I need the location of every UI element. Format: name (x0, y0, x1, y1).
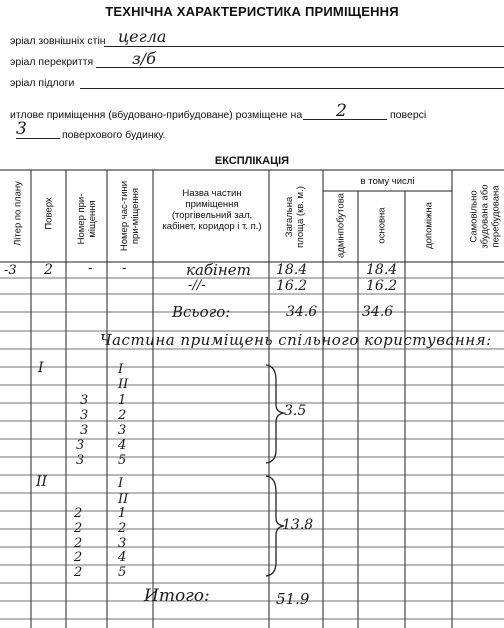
header-total-area: Загальна площа (кв. м.) (284, 186, 306, 248)
group1-letter: І (38, 360, 44, 376)
walls-label: эріал зовнішніх стін (10, 35, 106, 47)
grand-total-label: Итого: (144, 586, 210, 606)
location-text-3: поверхового будинку. (62, 129, 166, 141)
header-part-name: Назва частин приміщення (торгівельний зал, кабінет, коридор і т. п.) (162, 188, 262, 232)
group2-part-5: 3 (118, 536, 127, 551)
walls-value: цегла (118, 27, 167, 46)
group1-part-4: 2 (118, 408, 127, 423)
header-self-built: Самовільно збудована або перебудована (468, 184, 502, 249)
header-incl: в тому числі (360, 176, 415, 187)
group1-part-7: 5 (118, 453, 127, 468)
ceiling-value: з/б (132, 49, 156, 68)
subtotal-label: Всього: (172, 303, 231, 321)
group1-part-3: 1 (118, 393, 127, 408)
row1-part: - (122, 261, 127, 276)
header-room-number: Номер при-міщення (76, 193, 98, 245)
group1-part-1: І (118, 362, 124, 377)
location-text-2: поверсі (390, 109, 427, 121)
group1-part-2: ІІ (118, 377, 129, 392)
row2-area: 16.2 (276, 278, 308, 294)
subtotal-main: 34.6 (362, 304, 394, 320)
header-aux: допоміжна (423, 202, 435, 249)
group1-room-1: 3 (80, 393, 89, 408)
group1-part-6: 4 (118, 438, 127, 453)
header-letter: Літер по плану (12, 181, 24, 246)
grand-total-value: 51.9 (276, 590, 310, 608)
group2-part-3: 1 (118, 506, 127, 521)
header-floor: Поверх (43, 197, 55, 230)
row1-floor: 2 (44, 262, 53, 278)
header-admin: адмінпобутова (335, 193, 347, 258)
storeys-value: 3 (16, 119, 27, 139)
row1-letter: -3 (4, 263, 17, 278)
group1-room-4: 3 (76, 438, 85, 453)
group2-part-2: ІІ (118, 492, 129, 507)
group1-room-2: 3 (80, 408, 89, 423)
row1-room: - (88, 261, 93, 276)
group1-room-5: 3 (76, 453, 85, 468)
group2-letter: ІІ (36, 474, 48, 490)
group2-part-4: 2 (118, 521, 127, 536)
floor-label: эріал підлоги (10, 77, 75, 89)
group2-area: 13.8 (282, 517, 314, 533)
subtotal-area: 34.6 (286, 304, 318, 320)
explication-title: ЕКСПЛІКАЦІЯ (214, 155, 290, 167)
row1-name: кабінет (186, 261, 251, 279)
row1-main: 18.4 (366, 262, 398, 278)
group2-room-5: 2 (74, 565, 83, 580)
group1-room-3: 3 (80, 423, 89, 438)
group2-room-4: 2 (74, 550, 83, 565)
location-text-1: итлове приміщення (вбудовано-прибудоване) розміщене на (10, 109, 303, 121)
group1-area: 3.5 (284, 403, 307, 419)
group2-room-3: 2 (74, 536, 83, 551)
group2-part-7: 5 (118, 565, 127, 580)
header-main: основна (376, 207, 388, 244)
row1-area: 18.4 (276, 262, 308, 278)
group1-part-5: 3 (118, 423, 127, 438)
floor-number-value: 2 (336, 101, 347, 121)
header-part-number: Номер час-тини при-міщення (119, 180, 141, 252)
ceiling-label: эріал перекриття (10, 56, 94, 68)
row2-main: 16.2 (366, 278, 398, 294)
group2-part-1: І (118, 476, 124, 491)
group2-room-1: 2 (74, 506, 83, 521)
common-use-note: Частина приміщень спільного користування: (100, 331, 492, 349)
group2-room-2: 2 (74, 521, 83, 536)
group2-part-6: 4 (118, 550, 127, 565)
document-title: ТЕХНІЧНА ХАРАКТЕРИСТИКА ПРИМІЩЕННЯ (105, 4, 399, 19)
row2-name: -//- (188, 278, 206, 293)
